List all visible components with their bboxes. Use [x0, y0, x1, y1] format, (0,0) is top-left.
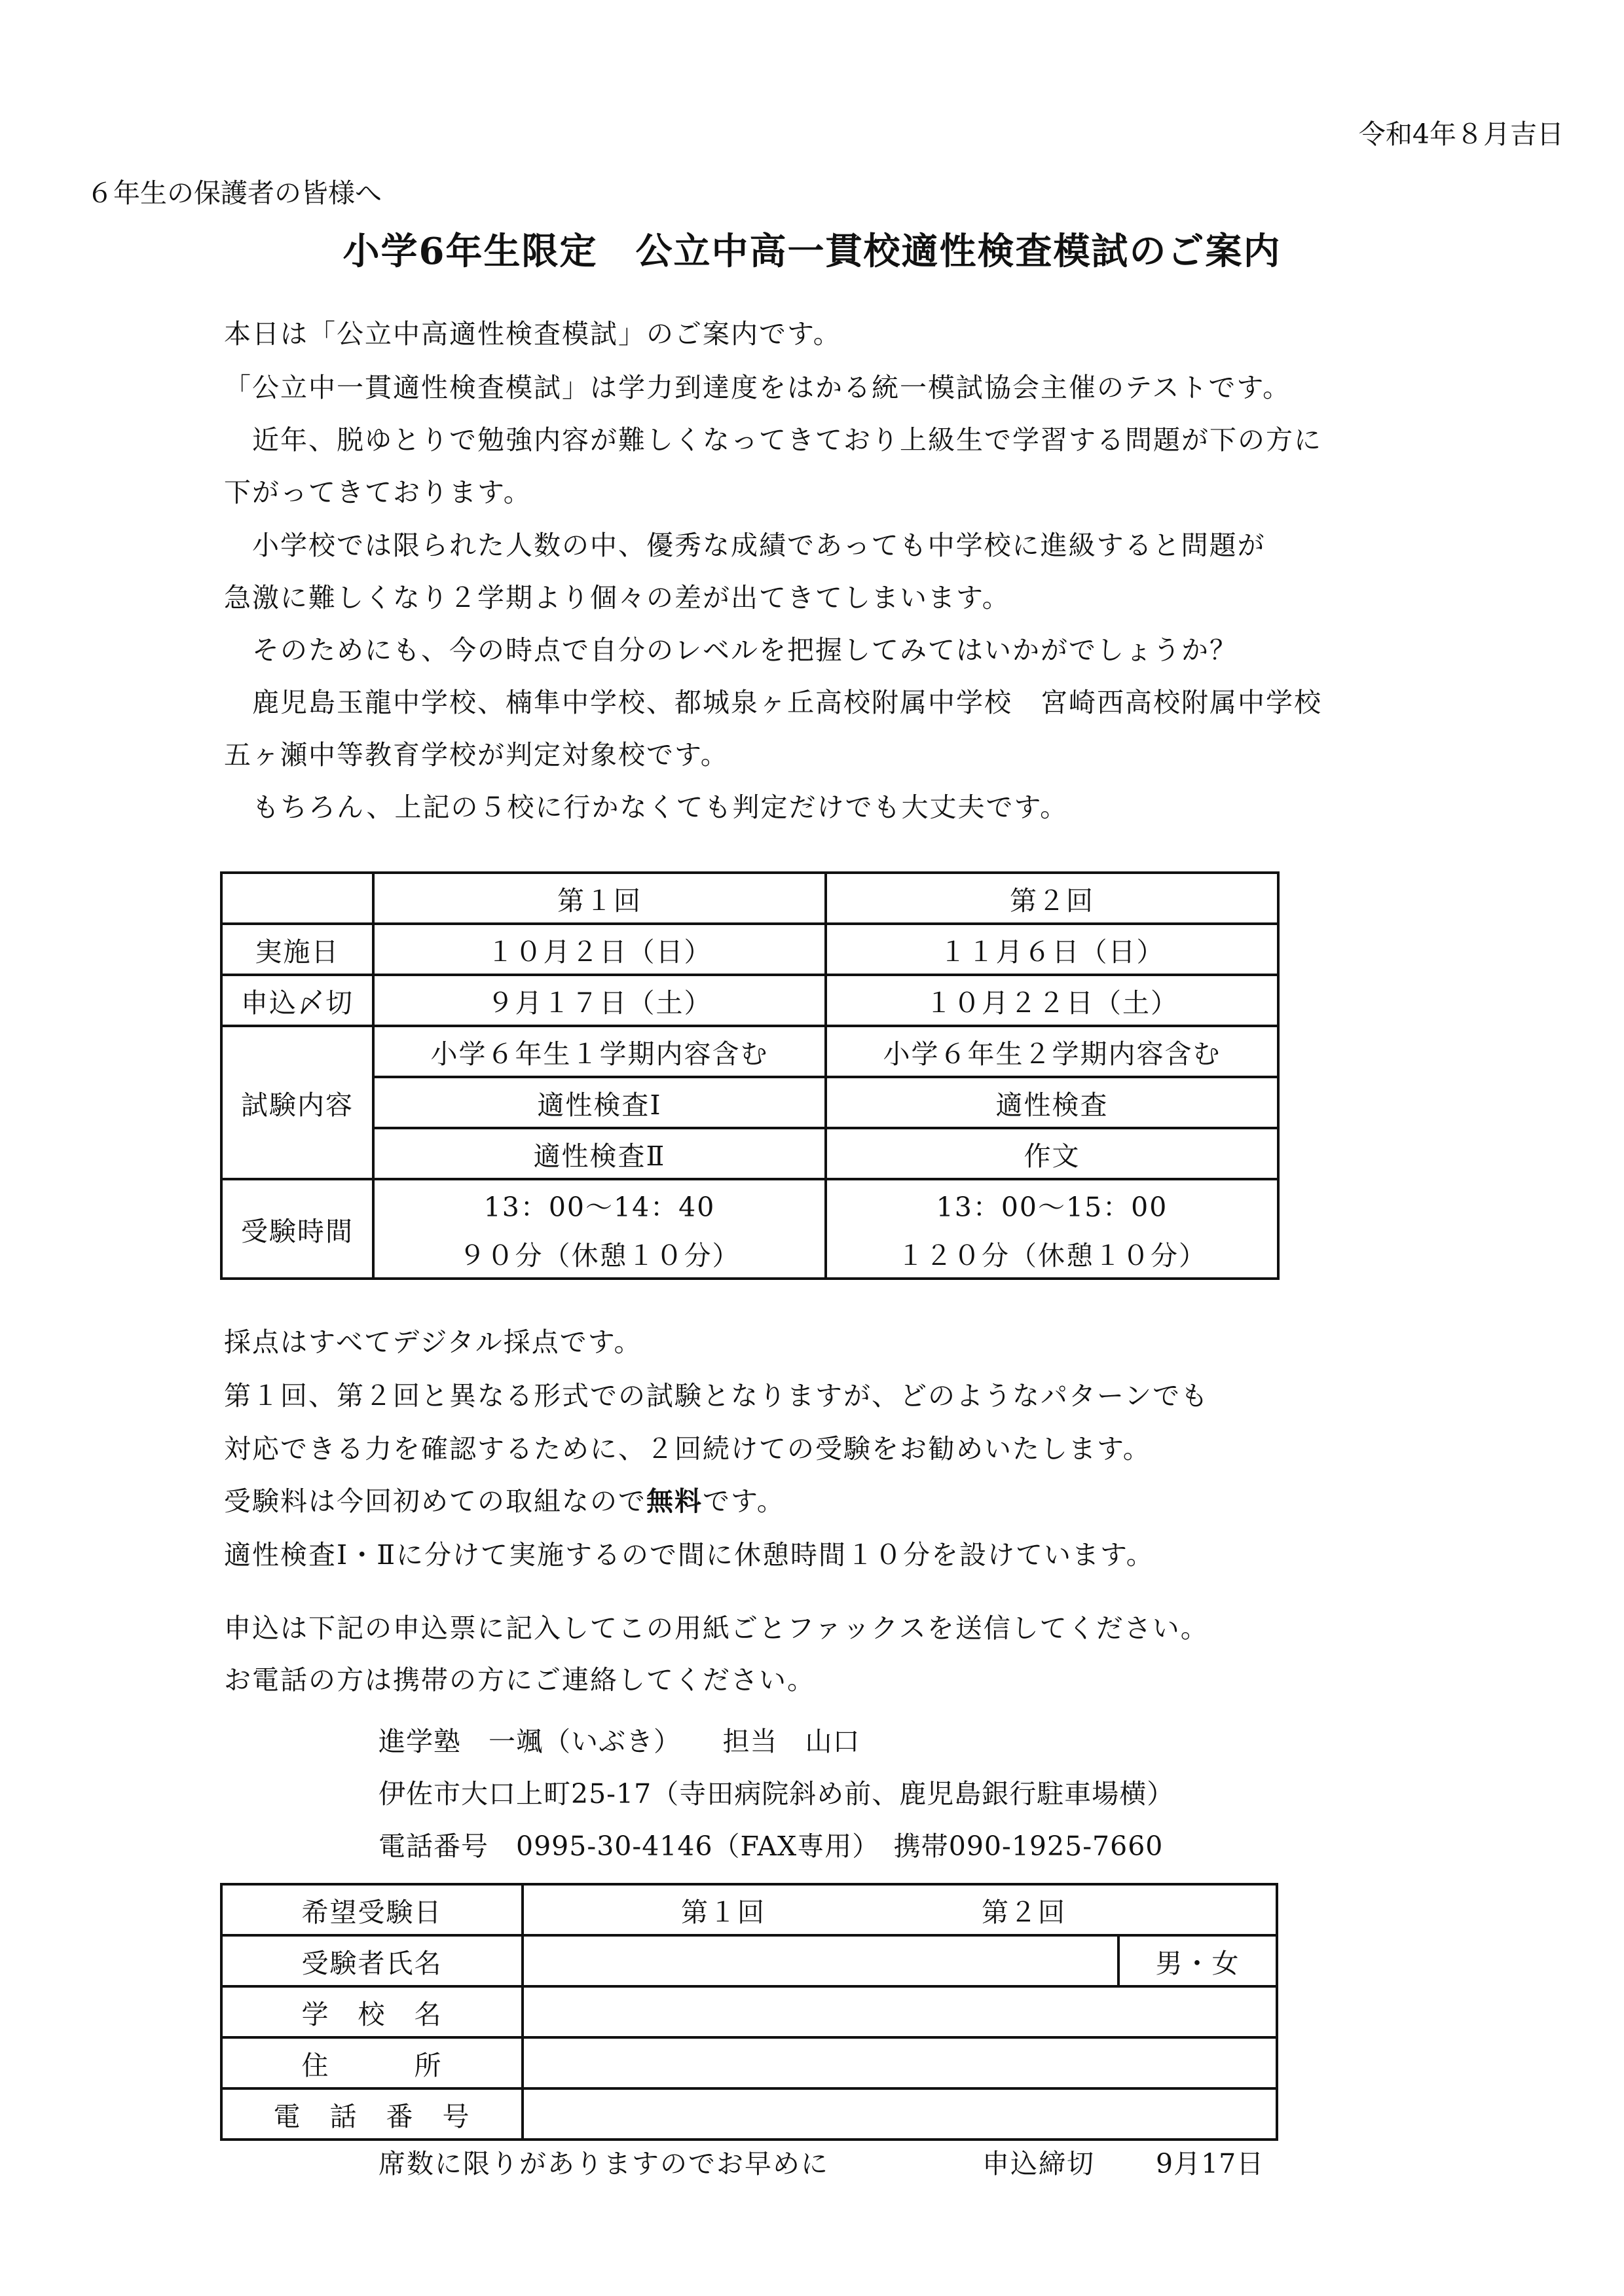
form-label: 受験者氏名: [221, 1935, 523, 1986]
row-label: 申込〆切: [221, 975, 373, 1026]
deadline-label: 申込締切: [982, 2148, 1095, 2179]
school-field[interactable]: [523, 1986, 1277, 2037]
intro-line: 本日は「公立中高適性検査模試」のご案内です。: [224, 318, 841, 350]
column-header: 第１回: [373, 873, 826, 924]
schedule-table: [220, 871, 1280, 1280]
name-field[interactable]: [523, 1935, 1118, 1986]
note-line: 対応できる力を確認するために、２回続けての受験をお勧めいたします。: [224, 1433, 1151, 1465]
table-cell: 13：00～15：00: [826, 1179, 1278, 1229]
application-form: [220, 1883, 1278, 2141]
intro-line: 鹿児島玉龍中学校、楠隼中学校、都城泉ヶ丘高校附属中学校 宮崎西高校附属中学校: [224, 687, 1322, 718]
table-cell: １１月６日（日）: [826, 924, 1278, 975]
apply-instruction: お電話の方は携帯の方にご連絡してください。: [224, 1664, 815, 1696]
exam-date-choice[interactable]: [523, 1884, 1277, 1935]
intro-line: 下がってきております。: [224, 477, 532, 508]
table-cell: 作文: [826, 1128, 1278, 1179]
address-field[interactable]: [523, 2037, 1277, 2088]
row-label: 試験内容: [221, 1026, 373, 1179]
note-line: 適性検査Ⅰ・Ⅱに分けて実施するので間に休憩時間１０分を設けています。: [224, 1539, 1154, 1571]
contact-address: 伊佐市大口上町25-17（寺田病院斜め前、鹿児島銀行駐車場横）: [378, 1778, 1175, 1810]
page-title: 小学6年生限定 公立中高一貫校適性検査模試のご案内: [342, 230, 1282, 273]
table-cell: 小学６年生１学期内容含む: [373, 1026, 826, 1077]
intro-line: 近年、脱ゆとりで勉強内容が難しくなってきており上級生で学習する問題が下の方に: [224, 424, 1322, 456]
issue-date: 令和4年８月吉日: [1358, 118, 1564, 150]
form-label: 電 話 番 号: [221, 2088, 523, 2140]
intro-line: 急激に難しくなり２学期より個々の差が出てきてしまいます。: [224, 582, 1010, 613]
row-label: 受験時間: [221, 1179, 373, 1279]
form-label: 希望受験日: [221, 1884, 523, 1935]
intro-line: 五ヶ瀬中等教育学校が判定対象校です。: [224, 739, 729, 771]
note-line: [224, 1485, 785, 1517]
row-label: 実施日: [221, 924, 373, 975]
option-first[interactable]: 第１回: [681, 1896, 766, 1928]
form-label: 住 所: [221, 2037, 523, 2088]
table-cell: ９月１７日（土）: [373, 975, 826, 1026]
table-cell: ９０分（休憩１０分）: [373, 1229, 826, 1279]
intro-line: そのためにも、今の時点で自分のレベルを把握してみてはいかがでしょうか？: [224, 634, 1238, 666]
note-text: 受験料は今回初めての取組なので: [224, 1485, 646, 1517]
note-text: です。: [703, 1485, 785, 1517]
intro-line: もちろん、上記の５校に行かなくても判定だけでも大丈夫です。: [224, 792, 1069, 823]
addressee: ６年生の保護者の皆様へ: [86, 177, 382, 209]
form-label: 学 校 名: [221, 1986, 523, 2037]
table-cell: １０月２日（日）: [373, 924, 826, 975]
note-line: 第１回、第２回と異なる形式での試験となりますが、どのようなパターンでも: [224, 1380, 1209, 1412]
table-cell: 適性検査: [826, 1077, 1278, 1128]
table-cell: 13：00～14：40: [373, 1179, 826, 1229]
intro-line: 「公立中一貫適性検査模試」は学力到達度をはかる統一模試協会主催のテストです。: [224, 372, 1291, 403]
contact-phone: 電話番号 0995-30-4146（FAX専用） 携帯090-1925-7660: [378, 1831, 1164, 1862]
table-cell: 適性検査Ⅱ: [373, 1128, 826, 1179]
contact-school: 進学塾 一颯（いぶき） 担当 山口: [378, 1726, 860, 1757]
option-second[interactable]: 第２回: [982, 1896, 1066, 1928]
column-header: 第２回: [826, 873, 1278, 924]
free-highlight: 無料: [646, 1485, 703, 1517]
table-cell: [221, 873, 373, 924]
gender-choice[interactable]: 男・女: [1118, 1935, 1277, 1986]
table-cell: 小学６年生２学期内容含む: [826, 1026, 1278, 1077]
limited-seats-note: 席数に限りがありますのでお早めに: [378, 2148, 829, 2179]
table-cell: １２０分（休憩１０分）: [826, 1229, 1278, 1279]
apply-instruction: 申込は下記の申込票に記入してこの用紙ごとファックスを送信してください。: [224, 1613, 1209, 1644]
table-cell: 適性検査Ⅰ: [373, 1077, 826, 1128]
intro-line: 小学校では限られた人数の中、優秀な成績であっても中学校に進級すると問題が: [224, 530, 1266, 561]
note-line: 採点はすべてデジタル採点です。: [224, 1326, 642, 1358]
phone-field[interactable]: [523, 2088, 1277, 2140]
deadline-value: 9月17日: [1156, 2148, 1264, 2179]
table-cell: １０月２２日（土）: [826, 975, 1278, 1026]
